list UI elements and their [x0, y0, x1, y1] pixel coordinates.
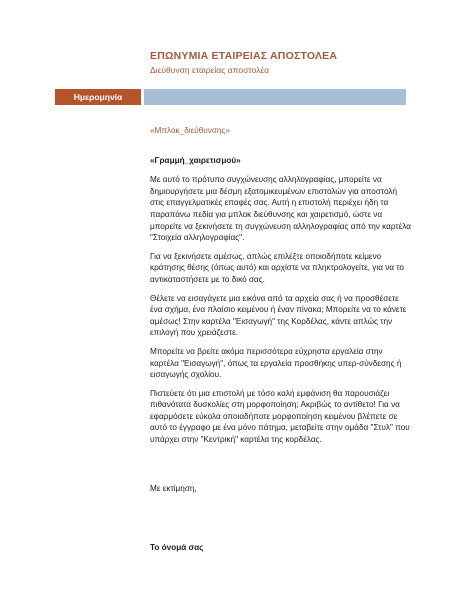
header-accent-bar	[144, 89, 406, 105]
letter-body	[150, 125, 412, 554]
company-address[interactable]: Διεύθυνση εταιρείας αποστολέα	[150, 65, 270, 75]
signature-name[interactable]: Το όνομά σας	[150, 543, 204, 553]
address-block-field[interactable]: «Μπλοκ_διεύθυνσης»	[150, 126, 230, 135]
company-name[interactable]: ΕΠΩΝΥΜΙΑ ΕΤΑΙΡΕΙΑΣ ΑΠΟΣΤΟΛΕΑ	[150, 50, 338, 62]
closing-line[interactable]: Με εκτίμηση,	[150, 483, 197, 493]
body-paragraph[interactable]: Μπορείτε να βρείτε ακόμα περισσότερα εύχρηστα εργαλεία στην καρτέλα "Εισαγωγή", όπως τα εργαλεία προσθήκης υπερ-σύνδεσης ή εισαγωγής σχολίου.	[150, 346, 402, 380]
body-paragraph[interactable]: Πιστεύετε ότι μια επιστολή με τόσο καλή εμφάνιση θα παρουσιάζει πιθανότατα δυσκολίες στη μορφοποίηση; Ακριβώς το αντίθετο! Για να εφαρμόσετε εύκολα οποιαδήποτε μορφοποίηση κειμένου βλέπετε σε αυτό το έγγραφο με ένα μόνο πάτημα, μεταβείτε στην ομάδα "Στυλ" που υπάρχει στην "Κεντρική" καρτέλα της κορδέλας.	[150, 388, 410, 445]
body-paragraph[interactable]: Για να ξεκινήσετε αμέσως, απλώς επιλέξτε οποιοδήποτε κείμενο κράτησης θέσης (όπως αυτό) και αρχίστε να πληκτρολογείτε, για να το αντικαταστήσετε με το δικό σας.	[150, 251, 404, 284]
date-field[interactable]: Ημερομηνία	[55, 89, 141, 105]
greeting-line-field[interactable]: «Γραμμή_χαιρετισμού»	[150, 155, 241, 165]
body-paragraph[interactable]: Με αυτό το πρότυπο συγχώνευσης αλληλογραφίας, μπορείτε να δημιουργήσετε μια δέσμη εξατομικευμένων επιστολών για αποστολή στις επαγγελματικές επαφές σας. Αυτή η επιστολή περιέχει ήδη τα παραπάνω πεδία για μπλοκ διεύθυνσης και χαιρετισμό, ώστε να μπορείτε να ξεκινήσετε τη συγχώνευση αλληλογραφίας από την καρτέλα "Στοιχεία αλληλογραφίας".	[150, 175, 411, 243]
sender-block	[150, 50, 440, 76]
body-paragraph[interactable]: Θέλετε να εισαγάγετε μια εικόνα από τα αρχεία σας ή να προσθέσετε ένα σχήμα, ένα πλαίσιο κειμένου ή έναν πίνακα; Μπορείτε να το κάνετε αμέσως! Στην καρτέλα "Εισαγωγή" της Κορδέλας, κάντε απλώς την επιλογή που χρειάζεστε.	[150, 293, 407, 338]
